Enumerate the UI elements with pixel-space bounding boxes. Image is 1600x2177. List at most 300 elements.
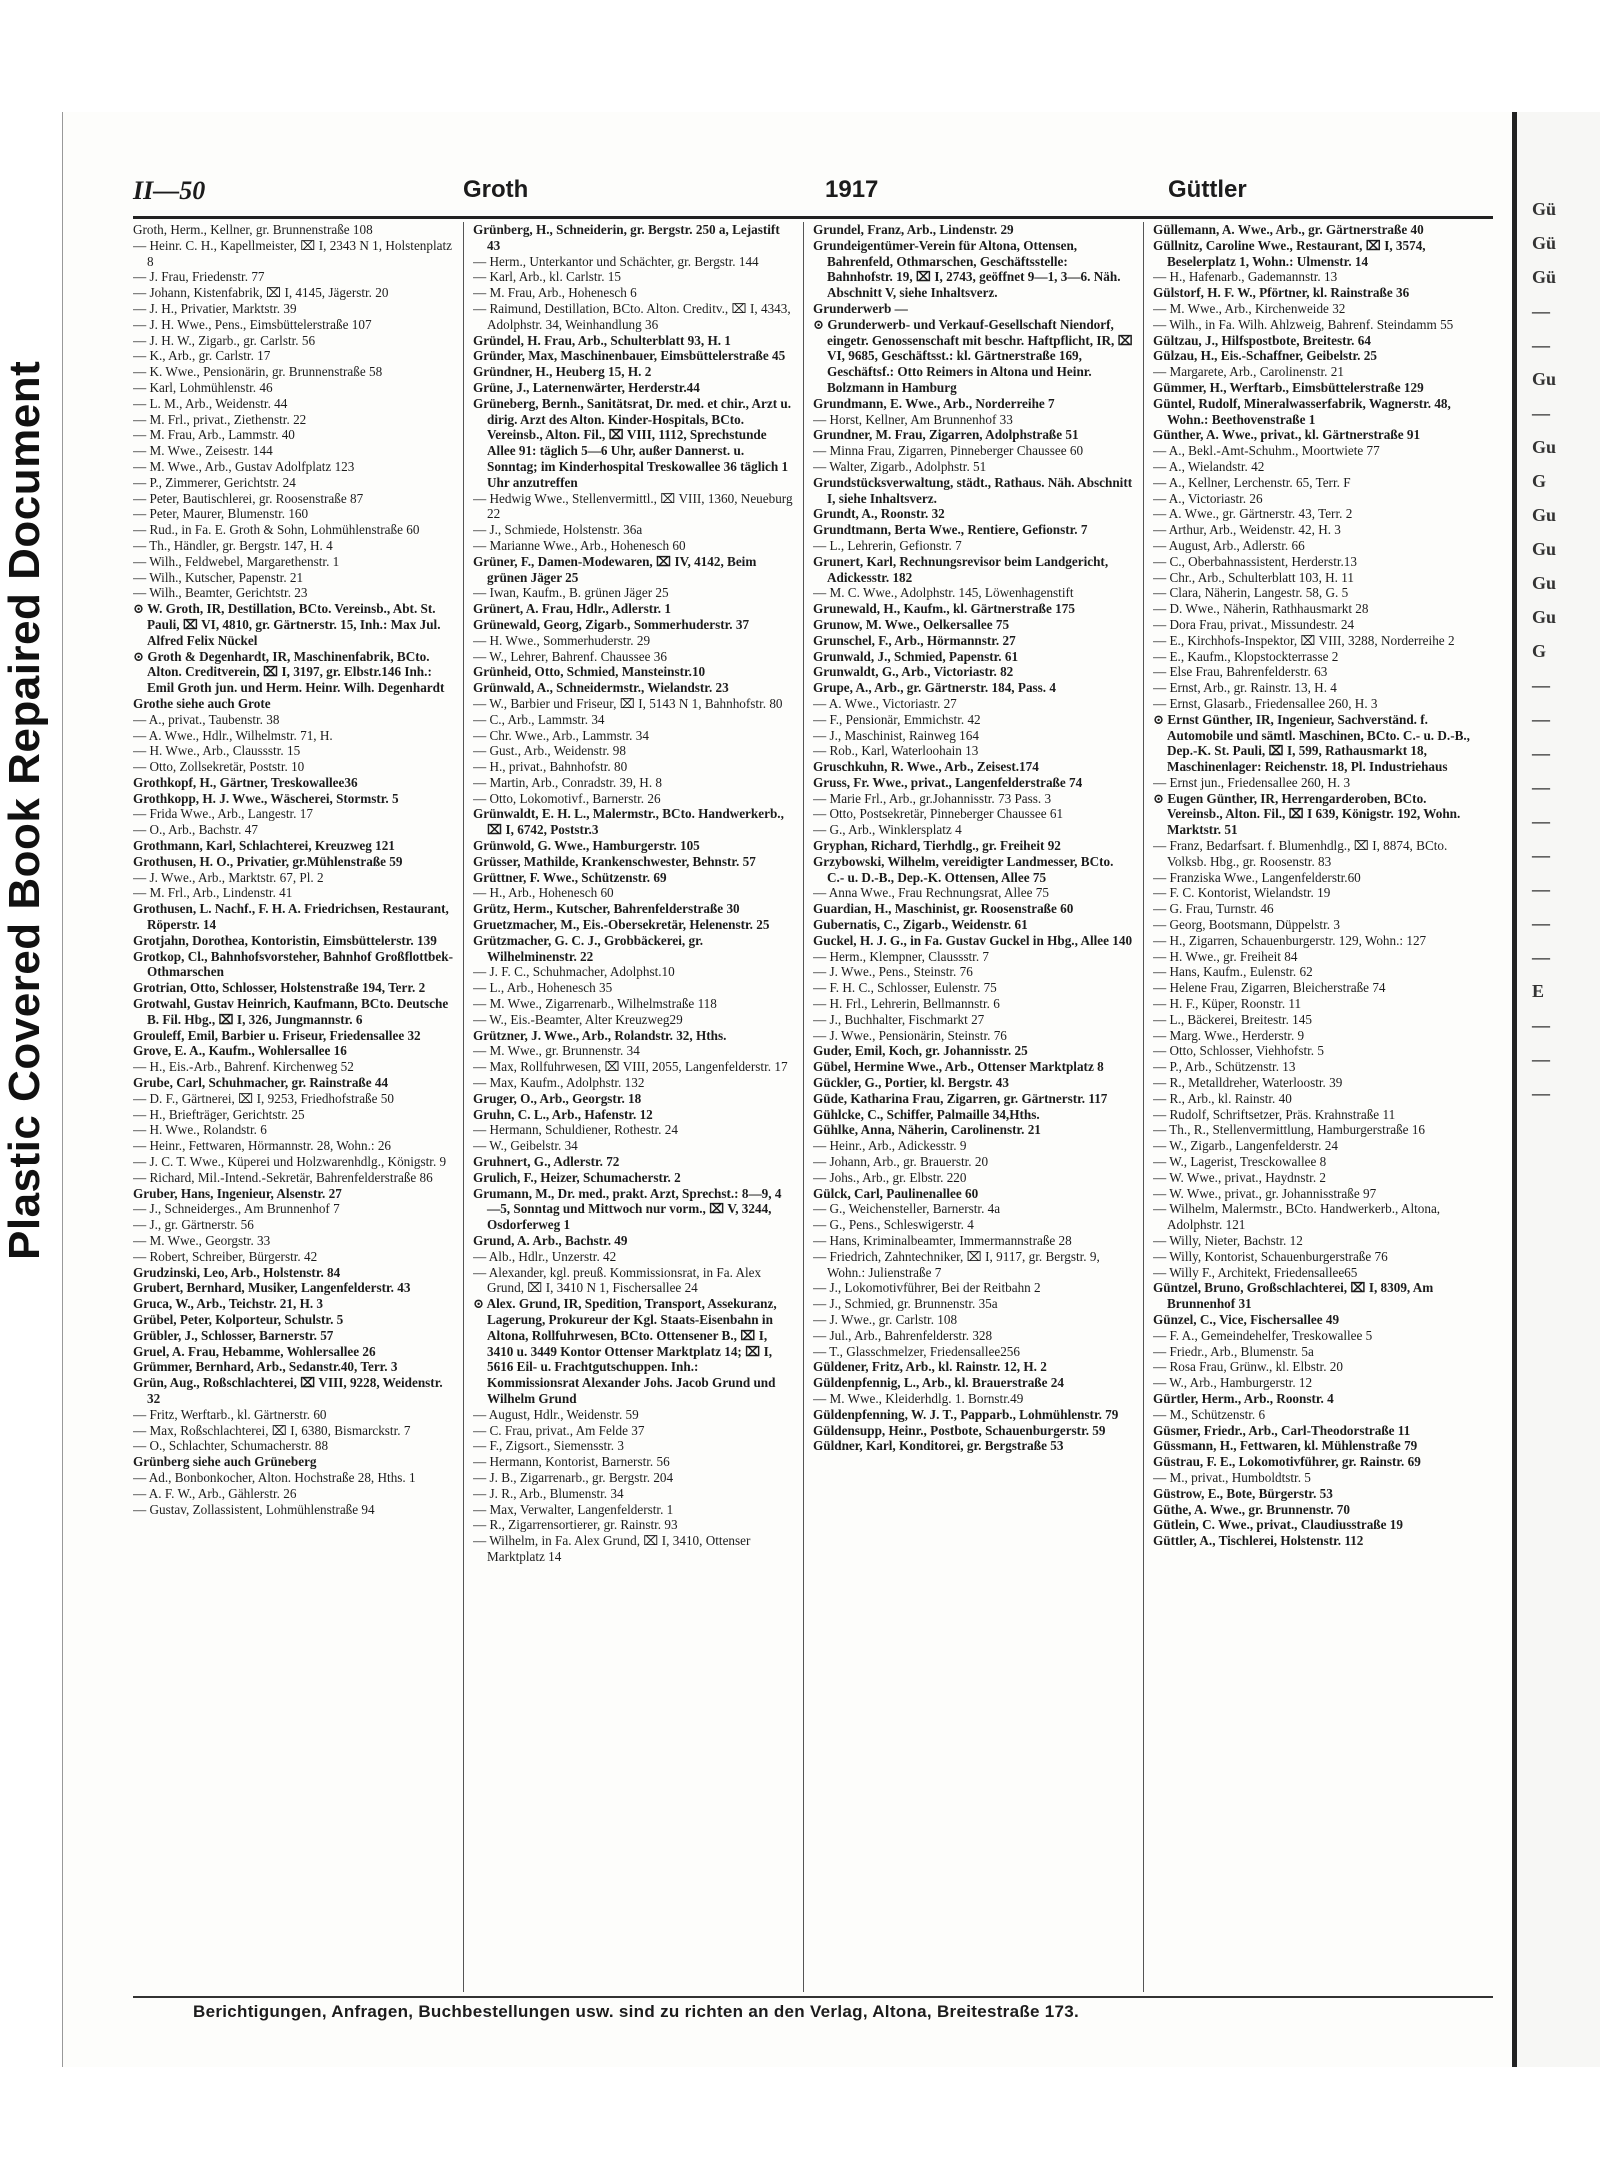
- directory-entry: — Ernst jun., Friedensallee 260, H. 3: [1153, 774, 1351, 790]
- directory-entry: Gruschkuhn, R. Wwe., Arb., Zeisest.174: [813, 759, 1039, 775]
- directory-entry: Gütlein, C. Wwe., privat., Claudiusstraße 19: [1153, 1517, 1403, 1533]
- directory-entry: — Max, Kaufm., Adolphstr. 132: [473, 1075, 645, 1091]
- directory-entry: — G. Frau, Turnstr. 46: [1153, 901, 1274, 917]
- directory-entry: ⊙ W. Groth, IR, Destillation, BCto. Vereinsb., Abt. St. Pauli, ⌧ VI, 4810, gr. Gärtnerstr. 15, Inh.: Max Jul. Alfred Felix Nückel: [133, 601, 441, 648]
- directory-entry: Grüneberg, Bernh., Sanitätsrat, Dr. med. et chir., Arzt u. dirig. Arzt des Alton. Kinder-Hospitals, BCto. Vereinsb., Alton. Fil., ⌧ VIII, 1112, Sprechstunde Allee 91: täglich 5—6 Uhr, außer Dannerst. u. Sonntag; im Kinderhospital Treskowallee 36 täglich 1 Uhr anzutreffen: [473, 395, 792, 490]
- directory-entry: Grunwald, J., Schmied, Papenstr. 61: [813, 648, 1019, 664]
- directory-entry: Grützmacher, G. C. J., Grobbäckerei, gr. Wilhelminenstr. 22: [473, 932, 704, 964]
- directory-entry: Grütz, Herm., Kutscher, Bahrenfelderstraße 30: [473, 901, 740, 917]
- directory-entry: — C. Frau, privat., Am Felde 37: [473, 1422, 645, 1438]
- directory-entry: — H. Wwe., Arb., Claussstr. 15: [133, 743, 301, 759]
- directory-entry: Gülstorf, H. F. W., Pförtner, kl. Rainstraße 36: [1153, 285, 1410, 301]
- directory-entry: Grunow, M. Wwe., Oelkersallee 75: [813, 616, 1010, 632]
- directory-entry: — W., Geibelstr. 34: [473, 1138, 578, 1154]
- directory-entry: ⊙ Ernst Günther, IR, Ingenieur, Sachverständ. f. Automobile und sämtl. Maschinen, BCto. C.- u. D.-B., Dep.-K. St. Pauli, ⌧ I, 599, Rathausmarkt 18, Maschinenlager: Reichenstr. 18, Pl. Industriehaus: [1153, 711, 1470, 775]
- directory-entry: Gruhnert, G., Adlerstr. 72: [473, 1154, 620, 1170]
- directory-entry: — R., Metalldreher, Waterloostr. 39: [1153, 1075, 1343, 1091]
- directory-entry: — Max, Rollfuhrwesen, ⌧ VIII, 2055, Langenfelderstr. 17: [473, 1059, 788, 1075]
- directory-entry: — A., Victoriastr. 26: [1153, 490, 1263, 506]
- header-name-right: Güttler: [1168, 176, 1247, 203]
- directory-entry: Grundtmann, Berta Wwe., Rentiere, Gefionstr. 7: [813, 522, 1088, 538]
- directory-entry: — J. Wwe., Pensionärin, Steinstr. 76: [813, 1027, 1007, 1043]
- directory-entry: — H., Briefträger, Gerichtstr. 25: [133, 1106, 305, 1122]
- directory-entry: — M. Wwe., Arb., Kirchenweide 32: [1153, 300, 1346, 316]
- directory-entry: Grothe siehe auch Grote: [133, 695, 271, 711]
- directory-entry: Gülzau, H., Eis.-Schaffner, Geibelstr. 25: [1153, 348, 1377, 364]
- directory-entry: — E., Kirchhofs-Inspektor, ⌧ VIII, 3288, Norderreihe 2: [1153, 632, 1455, 648]
- directory-entry: Gruca, W., Arb., Teichstr. 21, H. 3: [133, 1296, 324, 1312]
- directory-entry: Grunert, Karl, Rechnungsrevisor beim Landgericht, Adickesstr. 182: [813, 553, 1109, 585]
- directory-entry: Güstrau, F. E., Lokomotivführer, gr. Rainstr. 69: [1153, 1454, 1421, 1470]
- edge-letter: —: [1532, 1083, 1550, 1103]
- directory-entry: — L., Bäckerei, Breitestr. 145: [1153, 1011, 1312, 1027]
- directory-entry: — C., Oberbahnassistent, Herderstr.13: [1153, 553, 1357, 569]
- directory-entry: Grützner, J. Wwe., Arb., Rolandstr. 32, Hths.: [473, 1027, 727, 1043]
- directory-entry: — J. B., Zigarrenarb., gr. Bergstr. 204: [473, 1469, 674, 1485]
- edge-letter: Gü: [1532, 267, 1557, 287]
- directory-entry: — J. Frau, Friedenstr. 77: [133, 269, 265, 285]
- edge-letter: Gu: [1532, 573, 1557, 593]
- directory-entry: — Hans, Kriminalbeamter, Immermannstraße 28: [813, 1233, 1072, 1248]
- directory-entry: Grundstücksverwaltung, städt., Rathaus. Näh. Abschnitt I, siehe Inhaltsverz.: [813, 474, 1133, 506]
- directory-entry: Gültzau, J., Hilfspostbote, Breitestr. 64: [1153, 332, 1371, 348]
- directory-entry: — H., Hafenarb., Gademannstr. 13: [1153, 269, 1338, 285]
- edge-letter: —: [1532, 709, 1550, 729]
- directory-entry: Güde, Katharina Frau, Zigarren, gr. Gärtnerstr. 117: [813, 1090, 1108, 1106]
- directory-entry: — A., privat., Taubenstr. 38: [133, 711, 280, 727]
- directory-entry: — Willy F., Architekt, Friedensallee65: [1153, 1264, 1358, 1280]
- directory-entry: — T., Glasschmelzer, Friedensallee256: [813, 1343, 1020, 1359]
- page-number: II—50: [133, 176, 206, 205]
- directory-entry: — L. M., Arb., Weidenstr. 44: [133, 395, 288, 411]
- directory-entry: Gürtler, Herm., Arb., Roonstr. 4: [1153, 1390, 1334, 1406]
- directory-entry: Güllemann, A. Wwe., Arb., gr. Gärtnerstraße 40: [1153, 222, 1424, 237]
- directory-entry: — Else Frau, Bahrenfelderstr. 63: [1153, 664, 1328, 680]
- directory-entry: — Dora Frau, privat., Missundestr. 24: [1153, 616, 1355, 632]
- directory-entry: — W., Lagerist, Tresckowallee 8: [1153, 1154, 1327, 1170]
- directory-entry: — M. Frau, Arb., Hohenesch 6: [473, 285, 637, 301]
- directory-entry: Grundt, A., Roonstr. 32: [813, 506, 945, 522]
- directory-entry: — Karl, Arb., kl. Carlstr. 15: [473, 269, 621, 285]
- directory-entry: Grotwahl, Gustav Heinrich, Kaufmann, BCto. Deutsche B. Fil. Hbg., ⌧ I, 326, Jungmannstr. 6: [133, 996, 449, 1027]
- directory-entry: Gründer, Max, Maschinenbauer, Eimsbüttelerstraße 45: [473, 348, 786, 364]
- directory-entry: — Johann, Kistenfabrik, ⌧ I, 4145, Jägerstr. 20: [133, 285, 389, 301]
- directory-entry: — M., privat., Humboldtstr. 5: [1153, 1469, 1311, 1485]
- directory-entry: — Otto, Zollsekretär, Poststr. 10: [133, 759, 305, 775]
- directory-entry: — J. C. T. Wwe., Küperei und Holzwarenhdlg., Königstr. 9: [133, 1154, 447, 1170]
- edge-letter: —: [1532, 913, 1550, 933]
- directory-entry: Grunderwerb —: [813, 300, 908, 316]
- directory-entry: — J. H. W., Zigarb., gr. Carlstr. 56: [133, 332, 316, 348]
- edge-letter: G: [1532, 471, 1547, 491]
- directory-entry: — O., Schlachter, Schumacherstr. 88: [133, 1438, 329, 1454]
- directory-entry: ⊙ Alex. Grund, IR, Spedition, Transport, Assekuranz, Lagerung, Prokureur der Kgl. Staats-Eisenbahn in Altona, Rollfuhrwesen, BCto. Ottensener B., ⌧ I, 3410 u. 3449 Kontor Ottenser Marktplatz 14; ⌧ I, 5616 Eil- u. Frachtgutschuppen. Inh.: Kommissionsrat Alexander Johs. Jacob Grund und Wilhelm Grund: [473, 1296, 777, 1406]
- column-2: [473, 222, 793, 1992]
- directory-entry: Günther, A. Wwe., privat., kl. Gärtnerstraße 91: [1153, 427, 1421, 443]
- directory-entry: — Hermann, Kontorist, Barnerstr. 56: [473, 1454, 670, 1470]
- directory-entry: — H., privat., Bahnhofstr. 80: [473, 759, 628, 775]
- directory-entry: — Th., Händler, gr. Bergstr. 147, H. 4: [133, 537, 333, 553]
- directory-entry: — J., Schmiede, Holstenstr. 36a: [473, 522, 643, 538]
- directory-entry: — H. Wwe., gr. Freiheit 84: [1153, 948, 1298, 964]
- directory-entry: — L., Lehrerin, Gefionstr. 7: [813, 537, 962, 553]
- directory-entry: — M. Wwe., Arb., Gustav Adolfplatz 123: [133, 458, 355, 474]
- directory-entry: Güstrow, E., Bote, Bürgerstr. 53: [1153, 1485, 1333, 1501]
- directory-entry: — C., Arb., Lammstr. 34: [473, 711, 605, 727]
- directory-entry: — August, Hdlr., Weidenstr. 59: [473, 1406, 639, 1422]
- directory-page: [62, 112, 1511, 2067]
- directory-entry: — M. Wwe., Georgstr. 33: [133, 1233, 271, 1248]
- directory-entry: — Fritz, Werftarb., kl. Gärtnerstr. 60: [133, 1406, 327, 1422]
- directory-entry: — K., Arb., gr. Carlstr. 17: [133, 348, 271, 364]
- edge-letter: —: [1532, 743, 1550, 763]
- directory-entry: — Chr. Wwe., Arb., Lammstr. 34: [473, 727, 649, 743]
- directory-entry: — A. Wwe., Hdlr., Wilhelmstr. 71, H.: [133, 727, 333, 743]
- directory-entry: Grove, E. A., Kaufm., Wohlersallee 16: [133, 1043, 347, 1059]
- directory-entry: — J. H. Wwe., Pens., Eimsbüttelerstraße 107: [133, 316, 372, 332]
- directory-entry: Guckel, H. J. G., in Fa. Gustav Guckel in Hbg., Allee 140: [813, 932, 1133, 948]
- directory-entry: — Otto, Lokomotivf., Barnerstr. 26: [473, 790, 661, 806]
- directory-entry: Grübel, Peter, Kolporteur, Schulstr. 5: [133, 1311, 344, 1327]
- directory-entry: — H. F., Küper, Roonstr. 11: [1153, 996, 1302, 1012]
- directory-entry: — Iwan, Kaufm., B. grünen Jäger 25: [473, 585, 669, 601]
- directory-entry: — P., Zimmerer, Gerichtstr. 24: [133, 474, 296, 490]
- directory-entry: — Clara, Näherin, Langestr. 58, G. 5: [1153, 585, 1349, 601]
- directory-entry: Grünwold, G. Wwe., Hamburgerstr. 105: [473, 838, 700, 854]
- directory-entry: — M. Wwe., Zeisestr. 144: [133, 443, 273, 459]
- next-page-letters: [1532, 192, 1592, 1110]
- column-3: [813, 222, 1133, 1992]
- header-rule: [133, 216, 1493, 219]
- directory-entry: — Wilh., Kutscher, Papenstr. 21: [133, 569, 304, 585]
- edge-letter: Gü: [1532, 233, 1557, 253]
- directory-entry: — M. Wwe., Zigarrenarb., Wilhelmstraße 118: [473, 996, 717, 1012]
- directory-entry: — K. Wwe., Pensionärin, gr. Brunnenstraße 58: [133, 364, 383, 380]
- directory-entry: — Willy, Kontorist, Schauenburgerstraße 76: [1153, 1248, 1388, 1264]
- directory-entry: Güldner, Karl, Konditorei, gr. Bergstraße 53: [813, 1438, 1064, 1454]
- directory-entry: — M. Wwe., gr. Brunnenstr. 34: [473, 1043, 640, 1059]
- directory-entry: — Otto, Schlosser, Viehhofstr. 5: [1153, 1043, 1324, 1059]
- directory-entry: — Gust., Arb., Weidenstr. 98: [473, 743, 626, 759]
- directory-entry: — Willy, Nieter, Bachstr. 12: [1153, 1233, 1303, 1248]
- directory-entry: — D. Wwe., Näherin, Rathhausmarkt 28: [1153, 601, 1369, 617]
- directory-entry: — Wilh., Feldwebel, Margarethenstr. 1: [133, 553, 340, 569]
- directory-entry: Gryphan, Richard, Tierhdlg., gr. Freiheit 92: [813, 838, 1061, 854]
- directory-entry: — Ernst, Arb., gr. Rainstr. 13, H. 4: [1153, 680, 1337, 696]
- directory-entry: Grunschel, F., Arb., Hörmannstr. 27: [813, 632, 1016, 648]
- edge-letter: —: [1532, 335, 1550, 355]
- directory-entry: Grundel, Franz, Arb., Lindenstr. 29: [813, 222, 1014, 237]
- directory-entry: Grundner, M. Frau, Zigarren, Adolphstraße 51: [813, 427, 1079, 443]
- directory-entry: Gründner, H., Heuberg 15, H. 2: [473, 364, 652, 380]
- directory-entry: Grünwaldt, E. H. L., Malermstr., BCto. Handwerkerb., ⌧ I, 6742, Poststr.3: [473, 806, 784, 838]
- column-1: [133, 222, 453, 1992]
- directory-entry: Grothkopp, H. J. Wwe., Wäscherei, Stormstr. 5: [133, 790, 399, 806]
- directory-entry: — A., Wielandstr. 42: [1153, 458, 1265, 474]
- directory-entry: — Friedrich, Zahntechniker, ⌧ I, 9117, gr. Bergstr. 9, Wohn.: Julienstraße 7: [813, 1248, 1100, 1280]
- directory-entry: Grünewald, Georg, Zigarb., Sommerhuderstr. 37: [473, 616, 750, 632]
- directory-entry: Grünwald, A., Schneidermstr., Wielandstr. 23: [473, 680, 729, 696]
- directory-entry: — H. Frl., Lehrerin, Bellmannstr. 6: [813, 996, 1000, 1012]
- directory-entry: — J., Schneiderges., Am Brunnenhof 7: [133, 1201, 340, 1217]
- directory-entry: Grulich, F., Heizer, Schumacherstr. 2: [473, 1169, 681, 1185]
- directory-entry: — J. Wwe., Arb., Marktstr. 67, Pl. 2: [133, 869, 324, 885]
- directory-entry: Günzel, C., Vice, Fischersallee 49: [1153, 1311, 1340, 1327]
- directory-entry: — A., Bekl.-Amt-Schuhm., Moortwiete 77: [1153, 443, 1380, 459]
- directory-entry: Grün, Aug., Roßschlachterei, ⌧ VIII, 9228, Weidenstr. 32: [133, 1375, 443, 1406]
- directory-entry: — R., Arb., kl. Rainstr. 40: [1153, 1090, 1292, 1106]
- directory-entry: — Max, Verwalter, Langenfelderstr. 1: [473, 1501, 674, 1517]
- directory-entry: Grothusen, L. Nachf., F. H. A. Friedrichsen, Restaurant, Röperstr. 14: [133, 901, 449, 933]
- directory-entry: — W., Arb., Hamburgerstr. 12: [1153, 1375, 1313, 1391]
- directory-entry: Grünberg, H., Schneiderin, gr. Bergstr. 250 a, Lejastift 43: [473, 222, 780, 253]
- directory-entry: — G., Weichensteller, Barnerstr. 4a: [813, 1201, 1001, 1217]
- directory-entry: Grothusen, H. O., Privatier, gr.Mühlenstraße 59: [133, 853, 403, 869]
- publisher-notice: Berichtigungen, Anfragen, Buchbestellungen usw. sind zu richten an den Verlag, Altona, Breitestraße 173.: [193, 2002, 1080, 2021]
- directory-entry: — P., Arb., Schützenstr. 13: [1153, 1059, 1296, 1075]
- directory-entry: — Rosa Frau, Grünw., kl. Elbstr. 20: [1153, 1359, 1343, 1375]
- directory-entry: — W. Wwe., privat., Haydnstr. 2: [1153, 1169, 1327, 1185]
- directory-entry: — F. C. Kontorist, Wielandstr. 19: [1153, 885, 1331, 901]
- directory-entry: Grube, Carl, Schuhmacher, gr. Rainstraße 44: [133, 1075, 389, 1091]
- directory-entry: — W., Lehrer, Bahrenf. Chaussee 36: [473, 648, 667, 664]
- directory-entry: — Richard, Mil.-Intend.-Sekretär, Bahrenfelderstraße 86: [133, 1169, 433, 1185]
- directory-entry: — Marianne Wwe., Arb., Hohenesch 60: [473, 537, 686, 553]
- directory-entry: — M. Frl., Arb., Lindenstr. 41: [133, 885, 293, 901]
- directory-entry: — A., Kellner, Lerchenstr. 65, Terr. F: [1153, 474, 1351, 490]
- directory-entry: — Georg, Bootsmann, Düppelstr. 3: [1153, 917, 1340, 933]
- directory-entry: Grothmann, Karl, Schlachterei, Kreuzweg 121: [133, 838, 395, 854]
- footer-rule: [133, 1996, 1493, 1998]
- directory-entry: — Wilh., Beamter, Gerichtstr. 23: [133, 585, 308, 601]
- directory-entry: Guardian, H., Maschinist, gr. Roosenstraße 60: [813, 901, 1074, 917]
- directory-entry: Grothkopf, H., Gärtner, Treskowallee36: [133, 774, 358, 790]
- directory-entry: Gruetzmacher, M., Eis.-Obersekretär, Helenenstr. 25: [473, 917, 770, 933]
- edge-letter: G: [1532, 641, 1547, 661]
- directory-entry: — O., Arb., Bachstr. 47: [133, 822, 258, 838]
- directory-entry: — Rob., Karl, Waterloohain 13: [813, 743, 979, 759]
- directory-entry: Grudzinski, Leo, Arb., Holstenstr. 84: [133, 1264, 341, 1280]
- directory-entry: — Heinr., Arb., Adickesstr. 9: [813, 1138, 967, 1154]
- edge-letter: Gu: [1532, 607, 1557, 627]
- column-4: [1153, 222, 1473, 1992]
- edge-letter: Gu: [1532, 505, 1557, 525]
- directory-entry: — J., Schmied, gr. Brunnenstr. 35a: [813, 1296, 998, 1312]
- directory-entry: — J. Wwe., gr. Carlstr. 108: [813, 1311, 958, 1327]
- sticker-text: Plastic Covered Book Repaired Document: [0, 360, 49, 1260]
- directory-entry: — Alb., Hdlr., Unzerstr. 42: [473, 1248, 617, 1264]
- directory-entry: Grüne, J., Laternenwärter, Herderstr.44: [473, 379, 700, 395]
- directory-entry: — J., Lokomotivführer, Bei der Reitbahn 2: [813, 1280, 1041, 1296]
- directory-entry: — Otto, Postsekretär, Pinneberger Chaussee 61: [813, 806, 1064, 822]
- directory-entry: Güthe, A. Wwe., gr. Brunnenstr. 70: [1153, 1501, 1350, 1517]
- directory-entry: — Ernst, Glasarb., Friedensallee 260, H. 3: [1153, 695, 1378, 711]
- page-gutter: [1512, 112, 1517, 2067]
- edge-letter: Gü: [1532, 199, 1557, 219]
- directory-entry: Grupe, A., Arb., gr. Gärtnerstr. 184, Pass. 4: [813, 680, 1056, 696]
- directory-entry: — H. Wwe., Sommerhuderstr. 29: [473, 632, 651, 648]
- directory-entry: — E., Kaufm., Klopstockterrasse 2: [1153, 648, 1339, 664]
- directory-entry: Güldenpfenning, W. J. T., Papparb., Lohmühlenstr. 79: [813, 1406, 1119, 1422]
- directory-entry: Gruber, Hans, Ingenieur, Alsenstr. 27: [133, 1185, 342, 1201]
- directory-entry: — M. Frau, Arb., Lammstr. 40: [133, 427, 295, 443]
- directory-entry: — Max, Roßschlachterei, ⌧ I, 6380, Bismarckstr. 7: [133, 1422, 411, 1438]
- sticker-label: [0, 120, 62, 1260]
- edge-letter: —: [1532, 301, 1550, 321]
- directory-entry: Gubernatis, C., Zigarb., Weidenstr. 61: [813, 917, 1028, 933]
- directory-entry: — M. Frl., privat., Ziethenstr. 22: [133, 411, 307, 427]
- directory-entry: — J. R., Arb., Blumenstr. 34: [473, 1485, 624, 1501]
- directory-entry: — Th., R., Stellenvermittlung, Hamburgerstraße 16: [1153, 1122, 1426, 1138]
- directory-entry: — August, Arb., Adlerstr. 66: [1153, 537, 1305, 553]
- directory-entry: — F., Pensionär, Emmichstr. 42: [813, 711, 981, 727]
- edge-letter: —: [1532, 403, 1550, 423]
- directory-entry: — A. Wwe., gr. Gärtnerstr. 43, Terr. 2: [1153, 506, 1353, 522]
- directory-entry: Gühlcke, C., Schiffer, Palmaille 34,Hths.: [813, 1106, 1040, 1122]
- directory-entry: — Raimund, Destillation, BCto. Alton. Creditv., ⌧ I, 4343, Adolphstr. 34, Weinhandlung 36: [473, 300, 791, 332]
- directory-entry: — D. F., Gärtnerei, ⌧ I, 9253, Friedhofstraße 50: [133, 1090, 394, 1106]
- edge-letter: —: [1532, 675, 1550, 695]
- directory-entry: Grünheid, Otto, Schmied, Mansteinstr.10: [473, 664, 706, 680]
- directory-entry: — Peter, Maurer, Blumenstr. 160: [133, 506, 309, 522]
- directory-entry: Grundeigentümer-Verein für Altona, Ottensen, Bahrenfeld, Othmarschen, Geschäftsstelle: Bahnhofstr. 19, ⌧ I, 2743, geöffnet 9—1, 3—6. Näh. Abschnitt V, siehe Inhaltsverz.: [813, 237, 1121, 301]
- directory-entry: — F. A., Gemeindehelfer, Treskowallee 5: [1153, 1327, 1373, 1343]
- directory-entry: Grotrian, Otto, Schlosser, Holstenstraße 194, Terr. 2: [133, 980, 426, 996]
- directory-entry: — Peter, Bautischlerei, gr. Roosenstraße 87: [133, 490, 364, 506]
- directory-entry: Grund, A. Arb., Bachstr. 49: [473, 1233, 628, 1248]
- directory-entry: Gümmer, H., Werftarb., Eimsbüttelerstraße 129: [1153, 379, 1424, 395]
- directory-entry: — Johann, Arb., gr. Brauerstr. 20: [813, 1154, 989, 1170]
- directory-entry: Grünert, A. Frau, Hdlr., Adlerstr. 1: [473, 601, 671, 617]
- directory-entry: Gruhn, C. L., Arb., Hafenstr. 12: [473, 1106, 653, 1122]
- directory-entry: Grüner, F., Damen-Modewaren, ⌧ IV, 4142, Beim grünen Jäger 25: [473, 553, 757, 585]
- directory-entry: — F. H. C., Schlosser, Eulenstr. 75: [813, 980, 997, 996]
- directory-entry: — Heinr. C. H., Kapellmeister, ⌧ I, 2343 N 1, Holstenplatz 8: [133, 237, 453, 269]
- directory-entry: Guder, Emil, Koch, gr. Johannisstr. 25: [813, 1043, 1028, 1059]
- directory-entry: — Herm., Unterkantor und Schächter, gr. Bergstr. 144: [473, 253, 759, 269]
- directory-entry: — Anna Wwe., Frau Rechnungsrat, Allee 75: [813, 885, 1049, 901]
- directory-entry: Grundmann, E. Wwe., Arb., Norderreihe 7: [813, 395, 1055, 411]
- directory-entry: — Rud., in Fa. E. Groth & Sohn, Lohmühlenstraße 60: [133, 522, 420, 538]
- directory-entry: — W. Wwe., privat., gr. Johannisstraße 97: [1153, 1185, 1377, 1201]
- directory-entry: Güllnitz, Caroline Wwe., Restaurant, ⌧ I, 3574, Beselerplatz 1, Wohn.: Ulmenstr. 14: [1153, 237, 1426, 269]
- directory-entry: — Hedwig Wwe., Stellenvermittl., ⌧ VIII, 1360, Neueburg 22: [473, 490, 793, 522]
- directory-entry: Grumann, M., Dr. med., prakt. Arzt, Sprechst.: 8—9, 4—5, Sonntag und Mittwoch nur vorm., ⌧ V, 3244, Osdorferweg 1: [473, 1185, 782, 1233]
- directory-entry: — J., Maschinist, Rainweg 164: [813, 727, 979, 743]
- directory-entry: — Margarete, Arb., Carolinenstr. 21: [1153, 364, 1344, 380]
- directory-entry: — A. Wwe., Victoriastr. 27: [813, 695, 957, 711]
- directory-entry: ⊙ Eugen Günther, IR, Herrengarderoben, BCto. Vereinsb., Alton. Fil., ⌧ I 639, Königstr. 192, Wohn. Marktstr. 51: [1153, 790, 1461, 838]
- directory-entry: Grunwaldt, G., Arb., Victoriastr. 82: [813, 664, 1014, 680]
- directory-entry: Güssmann, H., Fettwaren, kl. Mühlenstraße 79: [1153, 1438, 1418, 1454]
- directory-entry: — Arthur, Arb., Weidenstr. 42, H. 3: [1153, 522, 1341, 538]
- edge-letter: E: [1532, 981, 1545, 1001]
- directory-entry: ⊙ Groth & Degenhardt, IR, Maschinenfabrik, BCto. Alton. Creditverein, ⌧ I, 3197, gr. Elbstr.146 Inh.: Emil Groth jun. und Herm. Heinr. Wilh. Degenhardt: [133, 648, 445, 696]
- directory-entry: Gruss, Fr. Wwe., privat., Langenfelderstraße 74: [813, 774, 1083, 790]
- directory-entry: — Johs., Arb., gr. Elbstr. 220: [813, 1169, 967, 1185]
- directory-entry: Grotjahn, Dorothea, Kontoristin, Eimsbüttelerstr. 139: [133, 932, 437, 948]
- directory-entry: — Ad., Bonbonkocher, Alton. Hochstraße 28, Hths. 1: [133, 1469, 416, 1485]
- directory-entry: — W., Eis.-Beamter, Alter Kreuzweg29: [473, 1011, 683, 1027]
- edge-letter: —: [1532, 845, 1550, 865]
- directory-entry: Grünberg siehe auch Grüneberg: [133, 1454, 317, 1470]
- directory-entry: — M., Schützenstr. 6: [1153, 1406, 1266, 1422]
- directory-entry: — J., Buchhalter, Fischmarkt 27: [813, 1011, 985, 1027]
- directory-entry: — Gustav, Zollassistent, Lohmühlenstraße 94: [133, 1501, 375, 1517]
- directory-entry: Güttler, A., Tischlerei, Holstenstr. 112: [1153, 1533, 1364, 1549]
- edge-letter: —: [1532, 1049, 1550, 1069]
- directory-entry: — H., Eis.-Arb., Bahrenf. Kirchenweg 52: [133, 1059, 354, 1075]
- directory-entry: — A. F. W., Arb., Gählerstr. 26: [133, 1485, 297, 1501]
- directory-entry: Grümmer, Bernhard, Arb., Sedanstr.40, Terr. 3: [133, 1359, 398, 1375]
- directory-entry: — F., Zigsort., Siemensstr. 3: [473, 1438, 624, 1454]
- directory-entry: — Karl, Lohmühlenstr. 46: [133, 379, 273, 395]
- edge-letter: Gu: [1532, 437, 1557, 457]
- directory-entry: — L., Arb., Hohenesch 35: [473, 980, 613, 996]
- directory-entry: Grunewald, H., Kaufm., kl. Gärtnerstraße 175: [813, 601, 1075, 617]
- directory-entry: Grotkop, Cl., Bahnhofsvorsteher, Bahnhof Großflottbek-Othmarschen: [133, 948, 453, 980]
- directory-entry: — Martin, Arb., Conradstr. 39, H. 8: [473, 774, 663, 790]
- directory-entry: Güldensupp, Heinr., Postbote, Schauenburgerstr. 59: [813, 1422, 1106, 1438]
- next-page-edge: [1512, 112, 1600, 2067]
- header-name-left: Groth: [463, 176, 529, 203]
- edge-letter: —: [1532, 811, 1550, 831]
- directory-entry: — Minna Frau, Zigarren, Pinneberger Chaussee 60: [813, 443, 1084, 459]
- directory-entry: — Franz, Bedarfsart. f. Blumenhdlg., ⌧ I, 8874, BCto. Volksb. Hbg., gr. Roosenstr. 83: [1153, 838, 1448, 869]
- directory-entry: — J., gr. Gärtnerstr. 56: [133, 1217, 254, 1233]
- directory-entry: Gühlke, Anna, Näherin, Carolinenstr. 21: [813, 1122, 1041, 1138]
- directory-entry: — Heinr., Fettwaren, Hörmannstr. 28, Wohn.: 26: [133, 1138, 392, 1154]
- directory-entry: Grübler, J., Schlosser, Barnerstr. 57: [133, 1327, 334, 1343]
- directory-entry: — J. F. C., Schuhmacher, Adolphst.10: [473, 964, 675, 980]
- directory-entry: Gruger, O., Arb., Georgstr. 18: [473, 1090, 642, 1106]
- directory-entry: Groth, Herm., Kellner, gr. Brunnenstraße 108: [133, 222, 373, 237]
- edge-letter: —: [1532, 879, 1550, 899]
- directory-entry: — H., Zigarren, Schauenburgerstr. 129, Wohn.: 127: [1153, 932, 1427, 948]
- directory-entry: — Chr., Arb., Schulterblatt 103, H. 11: [1153, 569, 1354, 585]
- edge-letter: —: [1532, 1015, 1550, 1035]
- directory-entry: Grüsser, Mathilde, Krankenschwester, Behnstr. 57: [473, 853, 756, 869]
- directory-entry: — Herm., Klempner, Claussstr. 7: [813, 948, 990, 964]
- header-year: 1917: [825, 176, 879, 203]
- directory-columns: [133, 222, 1493, 1992]
- directory-entry: — Franziska Wwe., Langenfelderstr.60: [1153, 869, 1361, 885]
- directory-entry: Güntzel, Bruno, Großschlachterei, ⌧ I, 8309, Am Brunnenhof 31: [1153, 1280, 1434, 1312]
- directory-entry: — R., Zigarrensortierer, gr. Rainstr. 93: [473, 1517, 678, 1533]
- edge-letter: Gu: [1532, 369, 1557, 389]
- directory-entry: Grubert, Bernhard, Musiker, Langenfelderstr. 43: [133, 1280, 411, 1296]
- directory-entry: Güsmer, Friedr., Arb., Carl-Theodorstraße 11: [1153, 1422, 1411, 1438]
- directory-entry: — J. Wwe., Pens., Steinstr. 76: [813, 964, 973, 980]
- directory-entry: Grüttner, F. Wwe., Schützenstr. 69: [473, 869, 667, 885]
- directory-entry: — Rudolf, Schriftsetzer, Präs. Krahnstraße 11: [1153, 1106, 1396, 1122]
- directory-entry: — Walter, Zigarb., Adolphstr. 51: [813, 458, 987, 474]
- directory-entry: Gülck, Carl, Paulinenallee 60: [813, 1185, 979, 1201]
- directory-entry: — Marie Frl., Arb., gr.Johannisstr. 73 Pass. 3: [813, 790, 1052, 806]
- directory-entry: — Horst, Kellner, Am Brunnenhof 33: [813, 411, 1013, 427]
- directory-entry: Gruel, A. Frau, Hebamme, Wohlersallee 26: [133, 1343, 376, 1359]
- directory-entry: Güldener, Fritz, Arb., kl. Rainstr. 12, H. 2: [813, 1359, 1047, 1375]
- directory-entry: — Alexander, kgl. preuß. Kommissionsrat, in Fa. Alex Grund, ⌧ I, 3410 N 1, Fischersallee 24: [473, 1264, 762, 1296]
- page-header: [133, 176, 1493, 216]
- directory-entry: Gübel, Hermine Wwe., Arb., Ottenser Marktplatz 8: [813, 1059, 1104, 1075]
- directory-entry: — M. C. Wwe., Adolphstr. 145, Löwenhagenstift: [813, 585, 1074, 601]
- directory-entry: — H., Arb., Hohenesch 60: [473, 885, 614, 901]
- directory-entry: — W., Zigarb., Langenfelderstr. 24: [1153, 1138, 1338, 1154]
- directory-entry: — Wilhelm, in Fa. Alex Grund, ⌧ I, 3410, Ottenser Marktplatz 14: [473, 1533, 751, 1564]
- directory-entry: Güntel, Rudolf, Mineralwasserfabrik, Wagnerstr. 48, Wohn.: Beethovenstraße 1: [1153, 395, 1451, 427]
- directory-entry: Grzybowski, Wilhelm, vereidigter Landmesser, BCto. C.- u. D.-B., Dep.-K. Ottensen, Allee 75: [813, 853, 1114, 885]
